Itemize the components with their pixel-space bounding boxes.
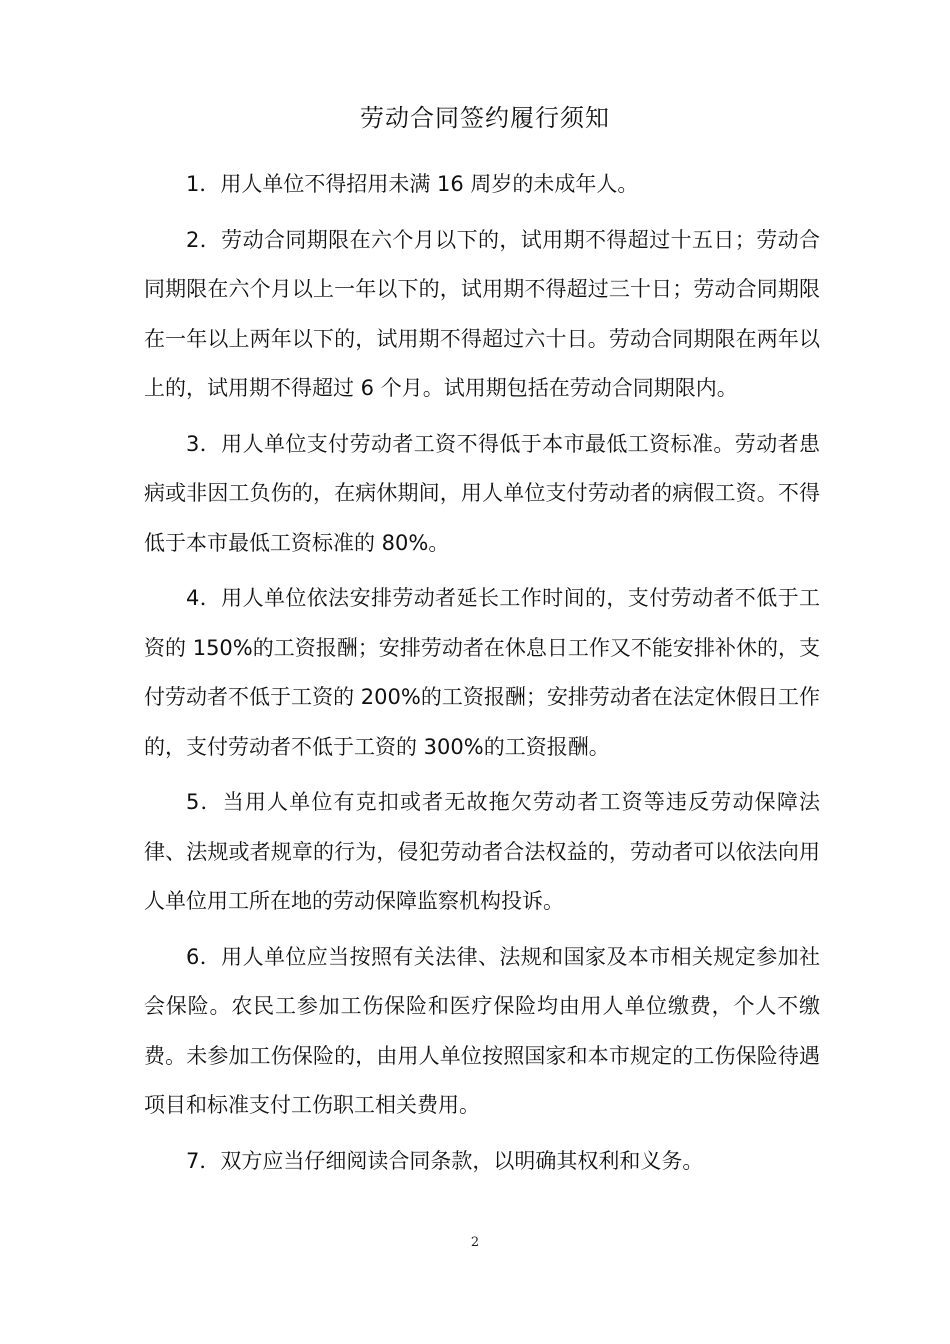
clause-7: 7．双方应当仔细阅读合同条款，以明确其权利和义务。: [186, 1148, 704, 1173]
clause-5: 5．当用人单位有克扣或者无故拖欠劳动者工资等违反劳动保障法律、法规或者规章的行为，侵犯劳动者合法权益的，劳动者可以依法向用人单位用工所在地的劳动保障监察机构投诉。: [144, 790, 820, 913]
page-number: 2: [470, 1235, 480, 1250]
document-title: 劳动合同签约履行须知: [360, 104, 610, 132]
clause-6: 6．用人单位应当按照有关法律、法规和国家及本市相关规定参加社会保险。农民工参加工伤保险和医疗保险均由用人单位缴费，个人不缴费。未参加工伤保险的，由用人单位按照国家和本市规定的工伤保险待遇项目和标准支付工伤职工相关费用。: [144, 944, 820, 1117]
clause-3: 3．用人单位支付劳动者工资不得低于本市最低工资标准。劳动者患病或非因工负伤的，在病休期间，用人单位支付劳动者的病假工资。不得低于本市最低工资标准的 80%。: [144, 431, 820, 555]
clause-1: 1．用人单位不得招用未满 16 周岁的未成年人。: [186, 172, 639, 196]
clause-list: [144, 160, 820, 1186]
clause-4: 4．用人单位依法安排劳动者延长工作时间的，支付劳动者不低于工资的 150%的工资报酬；安排劳动者在休息日工作又不能安排补休的，支付劳动者不低于工资的 200%的工资报酬；安排劳动者在法定休假日工作的，支付劳动者不低于工资的 300%的工资报酬。: [144, 586, 820, 759]
clause-2: 2．劳动合同期限在六个月以下的，试用期不得超过十五日；劳动合同期限在六个月以上一年以下的，试用期不得超过三十日；劳动合同期限在一年以上两年以下的，试用期不得超过六十日。劳动合同期限在两年以上的，试用期不得超过 6 个月。试用期包括在劳动合同期限内。: [144, 227, 820, 400]
